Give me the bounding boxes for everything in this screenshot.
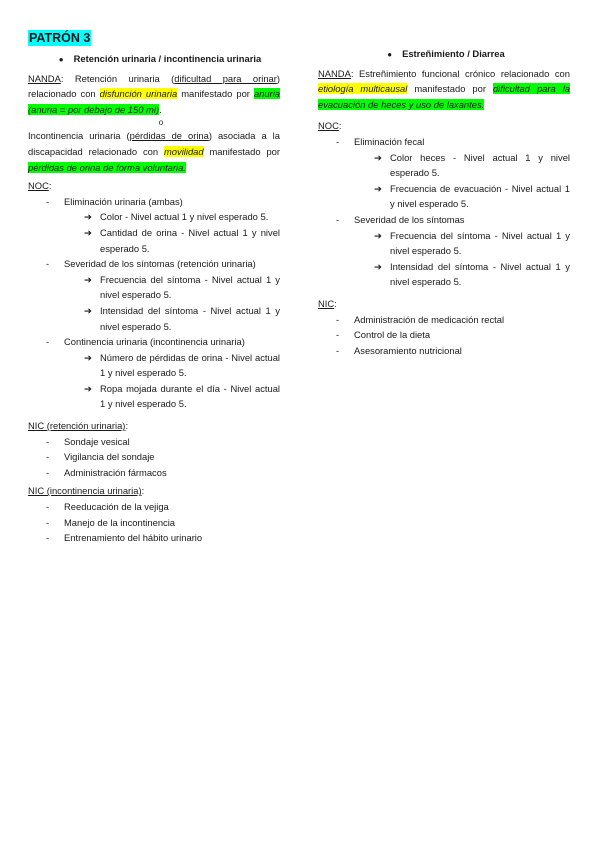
right-arrow-icon: ➔: [374, 182, 382, 194]
nic-list: [318, 312, 570, 359]
list-item: - Administración de medicación rectal: [318, 312, 570, 328]
list-item: - Eliminación fecal ➔ Color heces - Nivel actual 1 y nivel esperado 5. ➔ Frecuencia de evacuación - Nivel actual 1 y nivel esperado 5.: [318, 134, 570, 212]
section-heading-retencion: ● Retención urinaria / incontinencia urinaria: [28, 51, 280, 68]
indicator-item: ➔ Frecuencia del síntoma - Nivel actual 1 y nivel esperado 5.: [84, 273, 280, 301]
list-item: - Vigilancia del sondaje: [28, 449, 280, 465]
list-item: - Sondaje vesical: [28, 434, 280, 450]
highlight-yellow: movilidad: [163, 145, 204, 157]
indicator-item: ➔ Intensidad del síntoma - Nivel actual 1 y nivel esperado 5.: [84, 304, 280, 332]
right-arrow-icon: ➔: [84, 226, 92, 238]
right-arrow-icon: ➔: [374, 151, 382, 163]
highlight-green: dificultad para la evacuación de heces y uso de laxantes.: [318, 83, 571, 110]
nic-retencion-heading: NIC (retención urinaria):: [28, 420, 129, 432]
nanda-retencion-paragraph: NANDA: Retención urinaria (dificultad para orinar) relacionado con disfunción urinaria manifestado por anuria (anuria = por debajo de 150 ml).: [28, 72, 280, 115]
list-item: - Asesoramiento nutricional: [318, 343, 570, 359]
highlight-yellow: etiología multicausal: [318, 83, 408, 95]
list-item: - Severidad de los síntomas ➔ Frecuencia del síntoma - Nivel actual 1 y nivel esperado 5. ➔ Intensidad del síntoma - Nivel actual 1 y nivel esperado 5.: [318, 212, 570, 290]
indicator-item: ➔ Intensidad del síntoma - Nivel actual 1 y nivel esperado 5.: [374, 260, 570, 288]
circle-separator: o: [158, 118, 164, 128]
right-arrow-icon: ➔: [374, 260, 382, 272]
nic-incontinencia-heading: NIC (incontinencia urinaria):: [28, 485, 145, 497]
indicator-item: ➔ Cantidad de orina - Nivel actual 1 y nivel esperado 5.: [84, 226, 280, 254]
noc-heading: NOC:: [28, 180, 52, 192]
nic-retencion-list: [28, 434, 280, 481]
page-title: PATRÓN 3: [29, 31, 91, 45]
right-arrow-icon: ➔: [84, 211, 92, 223]
highlight-yellow: disfunción urinaria: [99, 88, 178, 100]
indicator-item: ➔ Frecuencia de evacuación - Nivel actual 1 y nivel esperado 5.: [374, 182, 570, 210]
nanda-incontinencia-paragraph: Incontinencia urinaria (pérdidas de orina) asociada a la discapacidad relacionado con movilidad manifestado por pérdidas de orina de forma voluntaria.: [28, 130, 280, 173]
nic-incontinencia-list: [28, 499, 280, 546]
list-item: - Severidad de los síntomas (retención urinaria) ➔ Frecuencia del síntoma - Nivel actual 1 y nivel esperado 5. ➔ Intensidad del síntoma - Nivel actual 1 y nivel esperado 5.: [28, 256, 280, 334]
bullet-icon: ●: [58, 55, 64, 64]
highlight-green: pérdidas de orina de forma voluntaria.: [28, 161, 186, 173]
nanda-estrenimiento-paragraph: NANDA: Estreñimiento funcional crónico relacionado con etiología multicausal manifestado por dificultad para la evacuación de heces y uso de laxantes.: [318, 67, 571, 110]
indicator-item: ➔ Color - Nivel actual 1 y nivel esperado 5.: [84, 209, 280, 225]
right-arrow-icon: ➔: [374, 229, 382, 241]
right-arrow-icon: ➔: [84, 273, 92, 285]
indicator-item: ➔ Ropa mojada durante el día - Nivel actual 1 y nivel esperado 5.: [84, 382, 280, 410]
indicator-item: ➔ Frecuencia del síntoma - Nivel actual 1 y nivel esperado 5.: [374, 229, 570, 257]
bullet-icon: ●: [387, 50, 393, 59]
highlight-green: anuria (anuria = por debajo de 150 ml): [28, 88, 280, 115]
noc-list: [318, 134, 570, 290]
nic-heading: NIC:: [318, 297, 337, 309]
right-arrow-icon: ➔: [84, 304, 92, 316]
noc-heading: NOC:: [318, 120, 342, 132]
list-item: - Manejo de la incontinencia: [28, 515, 280, 531]
right-arrow-icon: ➔: [84, 382, 92, 394]
noc-list: [28, 194, 280, 412]
indicator-item: ➔ Número de pérdidas de orina - Nivel actual 1 y nivel esperado 5.: [84, 351, 280, 379]
list-item: - Reeducación de la vejiga: [28, 499, 280, 515]
list-item: - Control de la dieta: [318, 327, 570, 343]
nanda-label: NANDA: [318, 67, 351, 79]
list-item: - Administración fármacos: [28, 465, 280, 481]
indicator-item: ➔ Color heces - Nivel actual 1 y nivel esperado 5.: [374, 151, 570, 179]
list-item: - Continencia urinaria (incontinencia urinaria) ➔ Número de pérdidas de orina - Nivel actual 1 y nivel esperado 5. ➔ Ropa mojada durante el día - Nivel actual 1 y nivel esperado 5.: [28, 334, 280, 412]
section-heading-estrenimiento: ● Estreñimiento / Diarrea: [318, 46, 570, 63]
nanda-label: NANDA: [28, 72, 61, 84]
list-item: - Entrenamiento del hábito urinario: [28, 530, 280, 546]
right-column: [318, 46, 570, 358]
list-item: - Eliminación urinaria (ambas) ➔ Color - Nivel actual 1 y nivel esperado 5. ➔ Cantidad de orina - Nivel actual 1 y nivel esperado 5.: [28, 194, 280, 256]
left-column: [28, 46, 280, 546]
right-arrow-icon: ➔: [84, 351, 92, 363]
